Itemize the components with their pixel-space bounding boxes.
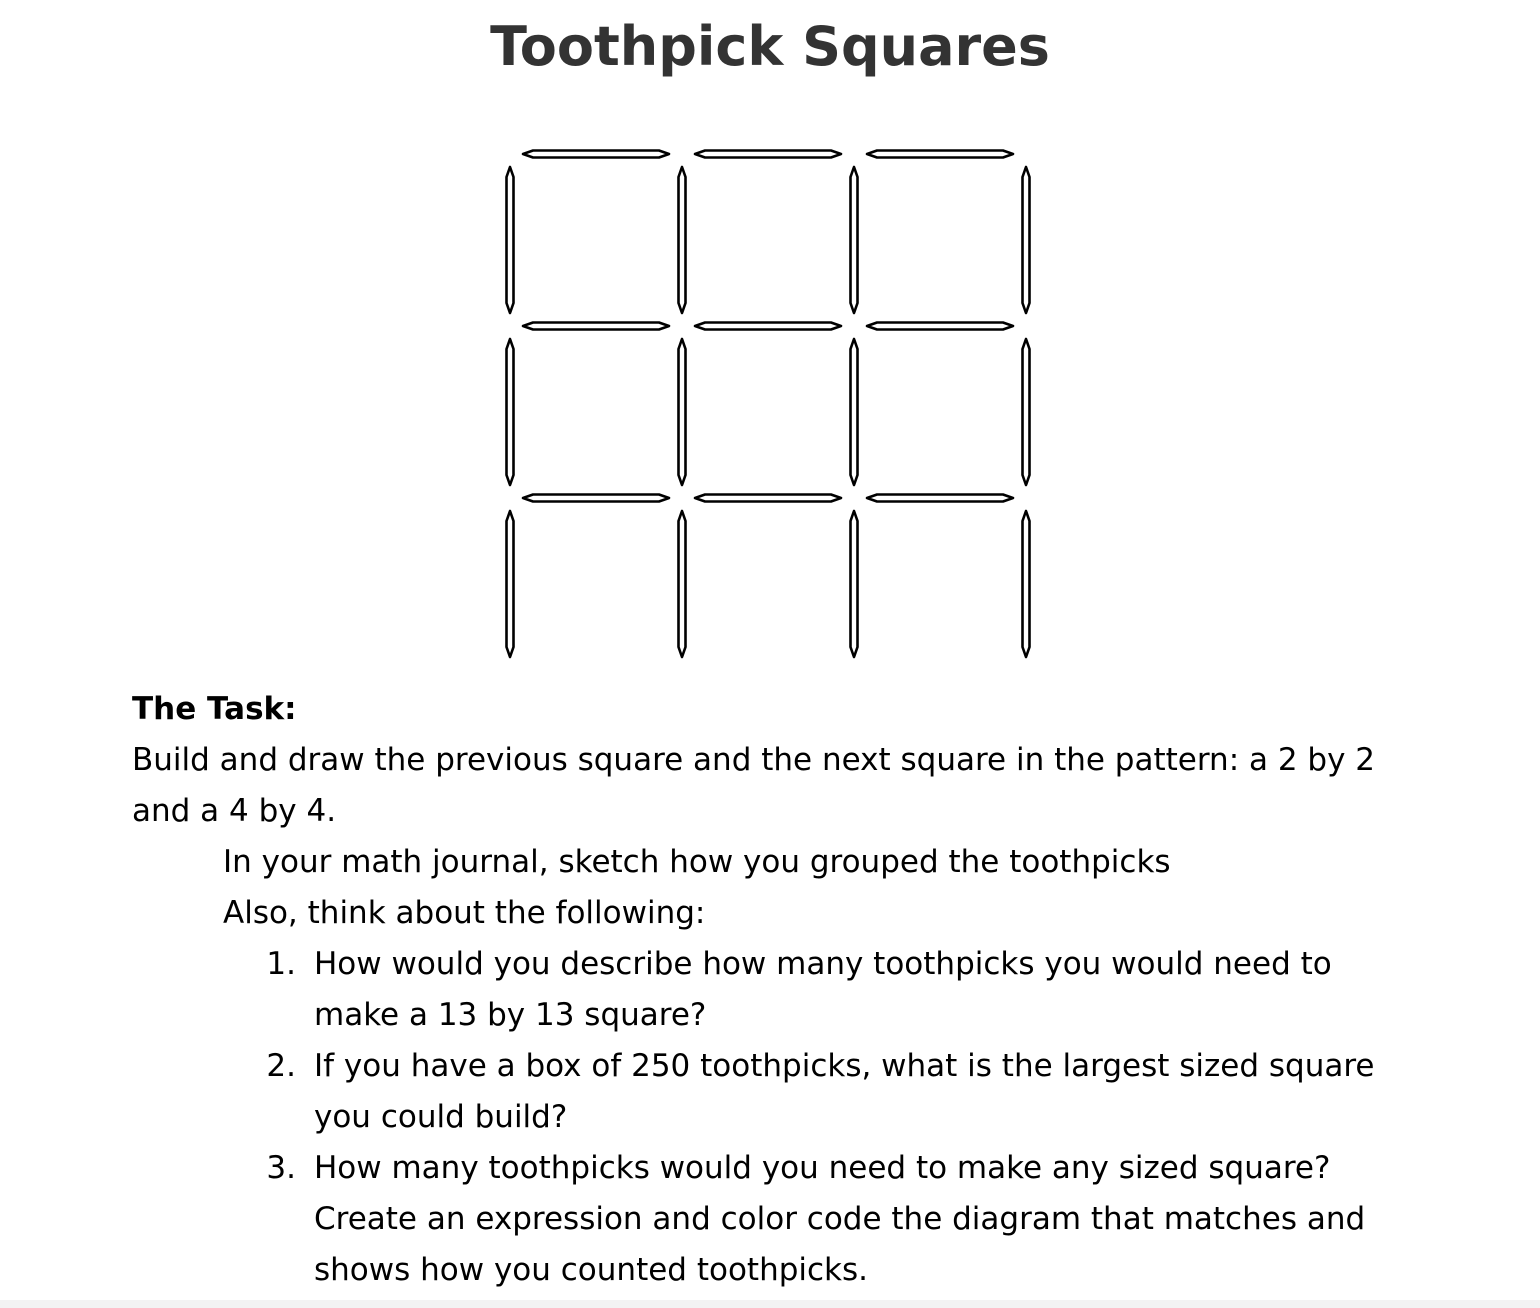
question-number: 1. (266, 946, 296, 982)
toothpick (695, 323, 841, 330)
toothpick (867, 151, 1013, 158)
toothpick (507, 167, 514, 313)
toothpick (679, 167, 686, 313)
toothpick (867, 495, 1013, 502)
question-item (266, 939, 1422, 1041)
page-title: Toothpick Squares (490, 15, 1050, 78)
toothpick (523, 323, 669, 330)
task-think-line: Also, think about the following: (223, 895, 706, 931)
question-item (266, 1143, 1422, 1296)
toothpick (695, 495, 841, 502)
toothpick (507, 339, 514, 485)
toothpick (679, 511, 686, 657)
toothpick (695, 151, 841, 158)
toothpick (867, 323, 1013, 330)
toothpick (679, 339, 686, 485)
question-number: 2. (266, 1048, 296, 1084)
toothpick (523, 151, 669, 158)
toothpick (851, 339, 858, 485)
task-heading: The Task: (132, 691, 297, 727)
toothpick (1023, 339, 1030, 485)
question-list (132, 939, 1422, 1296)
toothpick (523, 495, 669, 502)
toothpick (851, 511, 858, 657)
toothpick (851, 167, 858, 313)
task-journal-line: In your math journal, sketch how you grouped the toothpicks (223, 844, 1171, 880)
task-section (132, 684, 1422, 1296)
toothpick (1023, 511, 1030, 657)
toothpick-grid-diagram (496, 140, 1056, 660)
question-item (266, 1041, 1422, 1143)
toothpick (1023, 167, 1030, 313)
task-intro: Build and draw the previous square and the next square in the pattern: a 2 by 2 and a 4 by 4. (132, 742, 1376, 829)
question-text: If you have a box of 250 toothpicks, what is the largest sized square you could build? (314, 1048, 1375, 1135)
question-text: How many toothpicks would you need to make any sized square? Create an expression and color code the diagram that matches and shows how you counted toothpicks. (314, 1150, 1366, 1288)
page-bottom-edge (0, 1300, 1540, 1308)
question-text: How would you describe how many toothpicks you would need to make a 13 by 13 square? (314, 946, 1332, 1033)
question-number: 3. (266, 1150, 296, 1186)
toothpick (507, 511, 514, 657)
